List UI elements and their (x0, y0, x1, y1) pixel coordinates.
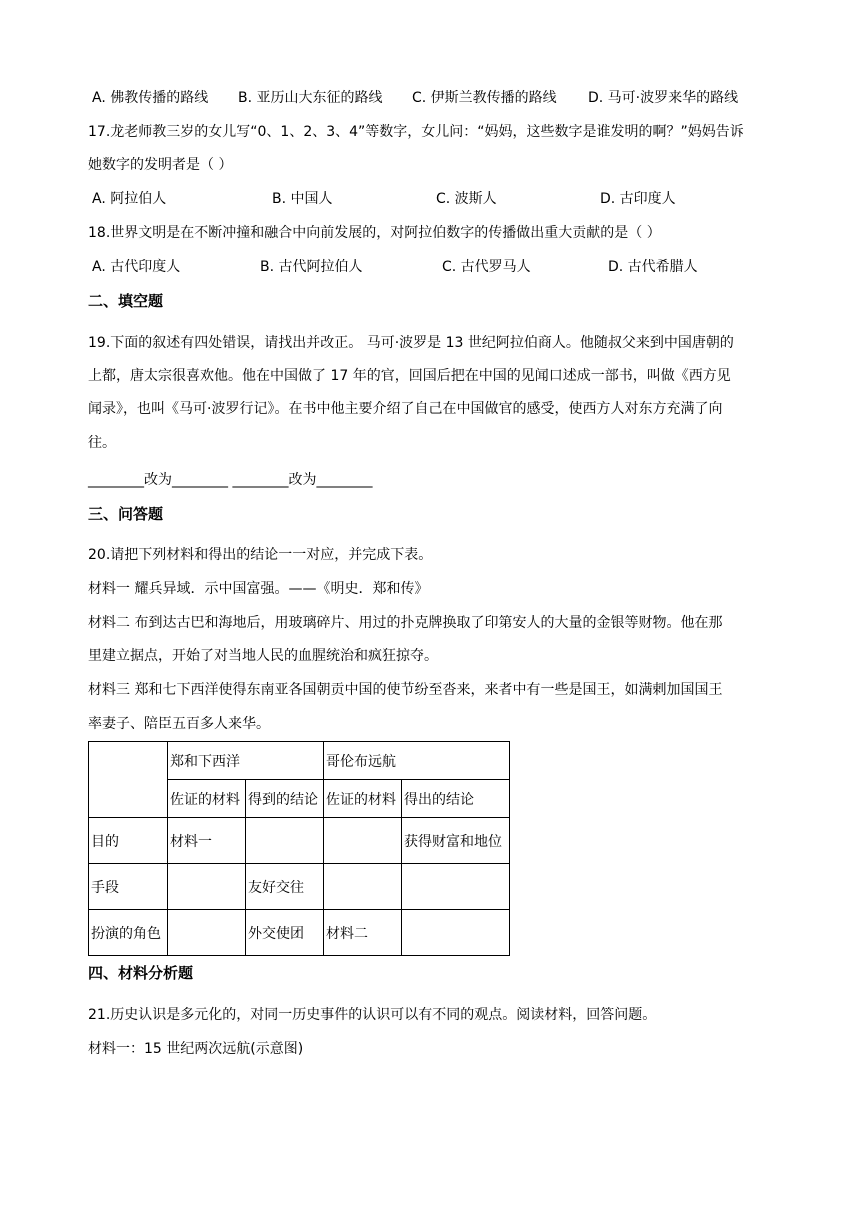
q16-option-c: C. 伊斯兰教传播的路线 (412, 90, 557, 106)
q21-material-1: 材料一：15 世纪两次远航(示意图) (88, 1041, 304, 1057)
table-cell (168, 910, 246, 956)
q16-option-b: B. 亚历山大东征的路线 (238, 90, 383, 106)
q19-answer-blanks: ________改为________ ________改为________ (88, 472, 373, 488)
q17-option-b: B. 中国人 (272, 191, 333, 207)
table-group-columbus: 哥伦布远航 (324, 742, 510, 780)
table-corner-cell (89, 742, 168, 818)
table-cell (324, 864, 402, 910)
q20-table (88, 741, 510, 956)
section-heading-qa: 三、问答题 (88, 505, 164, 523)
q20-intro: 20.请把下列材料和得出的结论一一对应，并完成下表。 (88, 547, 433, 563)
table-row-label: 目的 (89, 818, 168, 864)
q18-option-d: D. 古代希腊人 (608, 259, 698, 275)
table-cell (402, 864, 510, 910)
table-subheader-cell: 得到的结论 (246, 780, 324, 818)
table-header-row (89, 742, 510, 780)
table-subheader-cell: 佐证的材料 (324, 780, 402, 818)
q19-line4: 往。 (88, 435, 116, 451)
q18-stem: 18.世界文明是在不断冲撞和融合中向前发展的，对阿拉伯数字的传播做出重大贡献的是（ ） (88, 225, 661, 241)
q17-stem-line1: 17.龙老师教三岁的女儿写“0、1、2、3、4”等数字，女儿问：“妈妈，这些数字是谁发明的啊？”妈妈告诉 (88, 124, 744, 140)
table-cell: 材料二 (324, 910, 402, 956)
table-row (89, 910, 510, 956)
table-group-zhenghe: 郑和下西洋 (168, 742, 324, 780)
table-row-label: 手段 (89, 864, 168, 910)
table-row (89, 818, 510, 864)
q18-option-c: C. 古代罗马人 (442, 259, 531, 275)
table-cell (324, 818, 402, 864)
table-cell: 获得财富和地位 (402, 818, 510, 864)
section-heading-fill-blank: 二、填空题 (88, 292, 164, 310)
table-cell (402, 910, 510, 956)
table-cell (168, 864, 246, 910)
table-subheader-cell: 佐证的材料 (168, 780, 246, 818)
q21-intro: 21.历史认识是多元化的，对同一历史事件的认识可以有不同的观点。阅读材料，回答问题。 (88, 1007, 657, 1023)
table-cell: 外交使团 (246, 910, 324, 956)
q19-line2: 上都，唐太宗很喜欢他。他在中国做了 17 年的官，回国后把在中国的见闻口述成一部书，叫做《西方见 (88, 368, 731, 384)
q20-material-3-line2: 率妻子、陪臣五百多人来华。 (88, 716, 270, 732)
q20-material-2-line2: 里建立据点，开始了对当地人民的血腥统治和疯狂掠夺。 (88, 648, 438, 664)
q20-material-3-line1: 材料三 郑和七下西洋使得东南亚各国朝贡中国的使节纷至沓来，来者中有一些是国王，如满剌加国国王 (88, 682, 723, 698)
q20-material-1: 材料一 耀兵异域．示中国富强。——《明史．郑和传》 (88, 581, 429, 597)
q17-option-c: C. 波斯人 (436, 191, 497, 207)
table-cell (246, 818, 324, 864)
table-row (89, 864, 510, 910)
q18-option-a: A. 古代印度人 (92, 259, 181, 275)
table-row-label: 扮演的角色 (89, 910, 168, 956)
q17-option-a: A. 阿拉伯人 (92, 191, 167, 207)
q16-option-a: A. 佛教传播的路线 (92, 90, 209, 106)
q17-option-d: D. 古印度人 (600, 191, 676, 207)
q19-line1: 19.下面的叙述有四处错误，请找出并改正。 马可·波罗是 13 世纪阿拉伯商人。他随叔父来到中国唐朝的 (88, 335, 734, 351)
q19-line3: 闻录》，也叫《马可·波罗行记》。在书中他主要介绍了自己在中国做官的感受，使西方人对东方充满了向 (88, 401, 723, 417)
table-subheader-cell: 得出的结论 (402, 780, 510, 818)
q20-material-2-line1: 材料二 布到达古巴和海地后，用玻璃碎片、用过的扑克牌换取了印第安人的大量的金银等财物。他在那 (88, 615, 723, 631)
section-heading-material-analysis: 四、材料分析题 (88, 964, 194, 982)
q17-stem-line2: 她数字的发明者是（ ） (88, 157, 233, 173)
table-cell: 材料一 (168, 818, 246, 864)
q16-option-d: D. 马可·波罗来华的路线 (588, 90, 739, 106)
q18-option-b: B. 古代阿拉伯人 (260, 259, 363, 275)
table-cell: 友好交往 (246, 864, 324, 910)
